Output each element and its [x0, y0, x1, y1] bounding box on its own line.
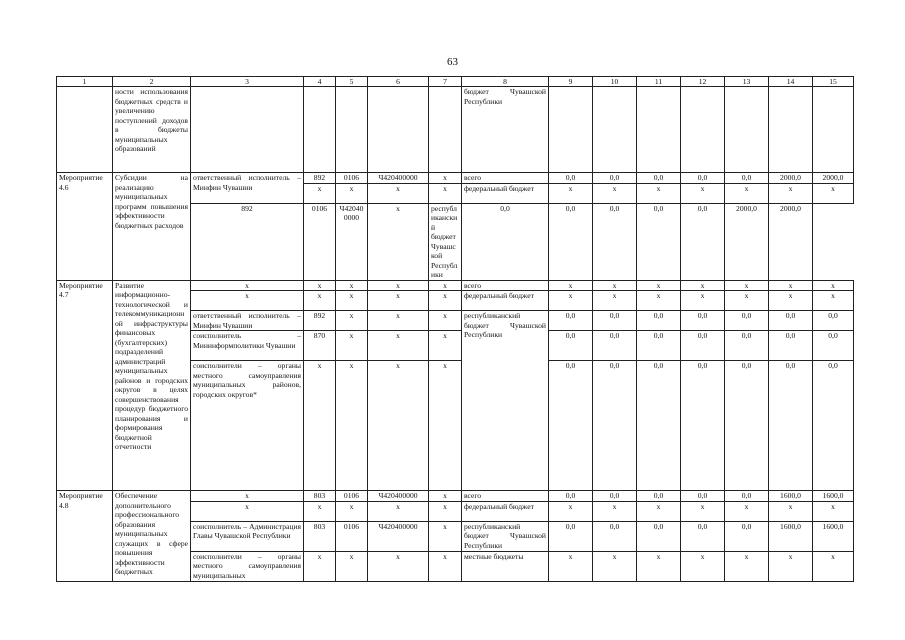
year-amount: x	[813, 501, 854, 521]
funding-source: федеральный бюджет	[462, 291, 549, 311]
budget-code-expense: x	[429, 173, 462, 184]
budget-code-grbs: x	[304, 183, 336, 203]
budget-code-target: x	[368, 291, 429, 311]
column-number-row	[57, 77, 854, 87]
budget-code-expense: x	[429, 291, 462, 311]
program-table	[56, 76, 854, 582]
executor: ответственный исполнитель – Минфин Чувашии	[191, 311, 304, 331]
year-amount: 0,0	[681, 491, 725, 502]
year-amount: x	[725, 501, 769, 521]
executor: x	[191, 501, 304, 521]
funding-source: всего	[462, 173, 549, 184]
executor: соисполнитель – Мининформполитики Чувашии	[191, 331, 304, 361]
year-amount: x	[769, 183, 813, 203]
activity-description: Обеспечение дополнительного профессионального образования муниципальных служащих в сфере повышения эффективности бюджетных	[113, 491, 191, 582]
activity-label: Мероприятие 4.8	[57, 491, 113, 582]
budget-code-target: x	[368, 311, 429, 331]
year-amount: 0,0	[681, 361, 725, 491]
year-amount: x	[681, 291, 725, 311]
year-amount: x	[593, 501, 637, 521]
budget-code-expense: x	[368, 203, 429, 280]
year-amount: x	[593, 280, 637, 291]
budget-code-expense: x	[429, 521, 462, 551]
funding-source: республиканский бюджет Чувашской Республики	[429, 203, 462, 280]
year-amount: 2000,0	[813, 173, 854, 184]
year-amount: 0,0	[593, 203, 637, 280]
budget-code-section: x	[336, 501, 368, 521]
budget-code-target: Ч420400000	[368, 521, 429, 551]
budget-code-target: x	[368, 551, 429, 581]
year-amount: x	[681, 501, 725, 521]
year-amount: x	[637, 280, 681, 291]
year-amount: x	[813, 183, 854, 203]
year-amount: 1600,0	[769, 521, 813, 551]
year-amount: 0,0	[549, 203, 593, 280]
year-amount: 0,0	[681, 311, 725, 331]
year-amount: x	[769, 291, 813, 311]
budget-code-section: x	[336, 551, 368, 581]
page-number: 63	[447, 56, 458, 68]
year-amount: 0,0	[725, 173, 769, 184]
budget-code-target: x	[368, 183, 429, 203]
budget-code-grbs: 803	[304, 521, 336, 551]
year-amount: 0,0	[637, 311, 681, 331]
budget-code-expense: x	[429, 183, 462, 203]
budget-code-section: x	[336, 291, 368, 311]
budget-code-section: 0106	[336, 521, 368, 551]
column-number: 13	[725, 77, 769, 87]
year-amount: 2000,0	[769, 173, 813, 184]
year-amount: 0,0	[637, 491, 681, 502]
year-amount: x	[813, 291, 854, 311]
executor: x	[191, 280, 304, 291]
column-number: 9	[549, 77, 593, 87]
funding-source: всего	[462, 491, 549, 502]
year-amount: 0,0	[681, 521, 725, 551]
executor: x	[191, 491, 304, 502]
budget-code-expense: x	[429, 331, 462, 361]
year-amount: 0,0	[725, 491, 769, 502]
year-amount: 0,0	[769, 311, 813, 331]
year-amount: 0,0	[681, 173, 725, 184]
column-number: 4	[304, 77, 336, 87]
year-amount: 0,0	[549, 173, 593, 184]
budget-code-grbs: 892	[191, 203, 304, 280]
budget-code-grbs: x	[304, 280, 336, 291]
year-amount: x	[725, 291, 769, 311]
year-amount: x	[725, 280, 769, 291]
year-amount: 0,0	[725, 331, 769, 361]
year-amount: x	[549, 280, 593, 291]
budget-code-section: x	[336, 183, 368, 203]
table-row	[57, 491, 854, 502]
year-amount: 0,0	[637, 521, 681, 551]
year-amount: 2000,0	[769, 203, 813, 280]
year-amount: 0,0	[549, 331, 593, 361]
activity-label: Мероприятие 4.6	[57, 173, 113, 281]
budget-code-expense: x	[429, 501, 462, 521]
budget-code-section: x	[336, 361, 368, 491]
column-number: 10	[593, 77, 637, 87]
year-amount: 0,0	[681, 203, 725, 280]
year-amount: x	[549, 551, 593, 581]
budget-code-section: 0106	[304, 203, 336, 280]
year-amount: x	[769, 501, 813, 521]
budget-code-section: x	[336, 331, 368, 361]
budget-code-grbs: 892	[304, 311, 336, 331]
budget-code-target: x	[368, 501, 429, 521]
executor: соисполнители – органы местного самоуправления муниципальных	[191, 551, 304, 581]
budget-code-target: x	[368, 280, 429, 291]
year-amount: 0,0	[549, 361, 593, 491]
budget-code-grbs: x	[304, 501, 336, 521]
column-number: 14	[769, 77, 813, 87]
year-amount: x	[549, 291, 593, 311]
year-amount: 1600,0	[813, 491, 854, 502]
budget-code-grbs: 870	[304, 331, 336, 361]
year-amount: 0,0	[549, 491, 593, 502]
year-amount: 0,0	[549, 521, 593, 551]
year-amount: 0,0	[769, 331, 813, 361]
activity-description: Субсидии на реализацию муниципальных программ повышения эффективности бюджетных расходов	[113, 173, 191, 281]
table-row	[57, 87, 854, 173]
year-amount: 0,0	[637, 203, 681, 280]
column-number: 3	[191, 77, 304, 87]
budget-code-grbs: 892	[304, 173, 336, 184]
year-amount: 0,0	[593, 491, 637, 502]
column-number: 1	[57, 77, 113, 87]
column-number: 6	[368, 77, 429, 87]
year-amount: 0,0	[593, 361, 637, 491]
year-amount: x	[681, 183, 725, 203]
funding-source: федеральный бюджет	[462, 183, 549, 203]
year-amount: x	[637, 183, 681, 203]
year-amount: 2000,0	[725, 203, 769, 280]
executor: ответственный исполнитель – Минфин Чувашии	[191, 173, 304, 204]
column-number: 12	[681, 77, 725, 87]
column-number: 11	[637, 77, 681, 87]
budget-code-section: 0106	[336, 173, 368, 184]
year-amount: x	[725, 183, 769, 203]
budget-code-target: x	[368, 331, 429, 361]
year-amount: 0,0	[462, 203, 549, 280]
year-amount: x	[769, 280, 813, 291]
column-number: 8	[462, 77, 549, 87]
column-number: 15	[813, 77, 854, 87]
budget-code-section: x	[336, 311, 368, 331]
table-row	[57, 173, 854, 184]
year-amount: 0,0	[813, 331, 854, 361]
activity-description: Развитие информационно-технологической и телекоммуникационной инфраструктуры финансовых (бухгалтерских) подразделений администраций муниципальных районов и городских округов в целях совершенствования процедур бюджетного планирования и формирования бюджетной отчетности	[113, 280, 191, 491]
year-amount: x	[813, 551, 854, 581]
year-amount: 0,0	[637, 331, 681, 361]
budget-code-expense: x	[429, 280, 462, 291]
executor: x	[191, 291, 304, 311]
year-amount: 0,0	[637, 173, 681, 184]
year-amount: x	[769, 551, 813, 581]
year-amount: 0,0	[593, 331, 637, 361]
budget-code-expense: x	[429, 361, 462, 491]
year-amount: x	[681, 280, 725, 291]
year-amount: x	[637, 501, 681, 521]
activity-description: ности использования бюджетных средств и увеличению поступлений доходов в бюджеты муниципальных образований	[113, 87, 191, 173]
executor: соисполнитель – Администрация Главы Чувашской Республики	[191, 521, 304, 551]
year-amount: x	[593, 183, 637, 203]
year-amount: 0,0	[725, 521, 769, 551]
year-amount: 1600,0	[813, 521, 854, 551]
year-amount: 0,0	[813, 361, 854, 491]
year-amount: x	[681, 551, 725, 581]
budget-code-expense: x	[429, 491, 462, 502]
year-amount: x	[637, 291, 681, 311]
funding-source: всего	[462, 280, 549, 291]
year-amount: 0,0	[725, 311, 769, 331]
year-amount: 0,0	[725, 361, 769, 491]
funding-source: республиканский бюджет Чувашской Республики	[462, 521, 549, 551]
year-amount: 0,0	[769, 361, 813, 491]
year-amount: x	[593, 551, 637, 581]
budget-code-grbs: 803	[304, 491, 336, 502]
year-amount: x	[813, 280, 854, 291]
funding-source: бюджет Чувашской Республики	[462, 87, 549, 173]
budget-code-expense: x	[429, 311, 462, 331]
year-amount: 0,0	[593, 173, 637, 184]
table-row	[57, 280, 854, 291]
year-amount: 1600,0	[769, 491, 813, 502]
year-amount: x	[637, 551, 681, 581]
budget-code-grbs: x	[304, 291, 336, 311]
year-amount: 0,0	[637, 361, 681, 491]
funding-source: федеральный бюджет	[462, 501, 549, 521]
year-amount: 0,0	[593, 521, 637, 551]
column-number: 2	[113, 77, 191, 87]
year-amount: x	[593, 291, 637, 311]
year-amount: 0,0	[549, 311, 593, 331]
year-amount: 0,0	[813, 311, 854, 331]
column-number: 7	[429, 77, 462, 87]
executor: соисполнители – органы местного самоуправления муниципальных районов, городских округов*	[191, 361, 304, 491]
funding-source: республиканский бюджет Чувашской Республики	[462, 311, 549, 491]
budget-code-section: x	[336, 280, 368, 291]
budget-code-target: Ч420400000	[336, 203, 368, 280]
year-amount: x	[549, 501, 593, 521]
activity-label: Мероприятие 4.7	[57, 280, 113, 491]
budget-code-target: x	[368, 361, 429, 491]
year-amount: x	[725, 551, 769, 581]
budget-code-section: 0106	[336, 491, 368, 502]
budget-code-grbs: x	[304, 361, 336, 491]
year-amount: 0,0	[593, 311, 637, 331]
budget-code-target: Ч420400000	[368, 491, 429, 502]
column-number: 5	[336, 77, 368, 87]
year-amount: x	[549, 183, 593, 203]
budget-code-grbs: x	[304, 551, 336, 581]
budget-code-target: Ч420400000	[368, 173, 429, 184]
funding-source: местные бюджеты	[462, 551, 549, 581]
budget-code-expense: x	[429, 551, 462, 581]
year-amount: 0,0	[681, 331, 725, 361]
